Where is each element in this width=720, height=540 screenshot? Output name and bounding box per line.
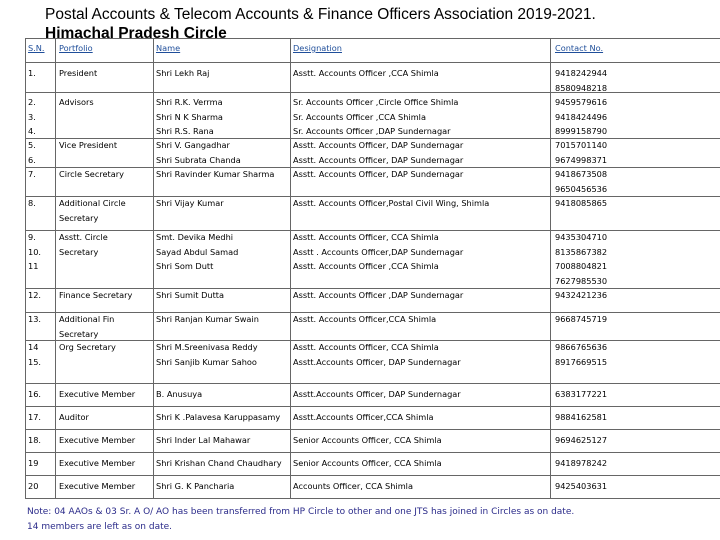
portfolio-text: Asstt. Circle — [59, 232, 108, 242]
sn-text: 18. — [28, 435, 42, 445]
cell-name — [156, 387, 202, 402]
name-text: Shri Ranjan Kumar Swain — [156, 314, 259, 324]
cell-name — [156, 479, 234, 494]
cell-designation — [293, 387, 461, 402]
sn-text: 7. — [28, 169, 36, 179]
cell-sn — [28, 387, 41, 402]
designation-text: Asstt.Accounts Officer,CCA Shimla — [293, 412, 434, 422]
sn-text: 17. — [28, 412, 42, 422]
portfolio-text: Org Secretary — [59, 342, 116, 352]
cell-portfolio — [59, 456, 135, 471]
designation-text: Asstt. Accounts Officer ,CCA Shimla — [293, 261, 439, 271]
name-text: Shri Krishan Chand Chaudhary — [156, 458, 282, 468]
cell-designation — [293, 95, 458, 139]
portfolio-text: Finance Secretary — [59, 290, 133, 300]
cell-name — [156, 340, 258, 369]
cell-portfolio — [59, 312, 114, 341]
sn-text: 12. — [28, 290, 42, 300]
name-text: Shri M.Sreenivasa Reddy — [156, 342, 258, 352]
name-text: Shri G. K Pancharia — [156, 481, 235, 491]
cell-designation — [293, 479, 413, 494]
designation-text: Asstt. Accounts Officer, DAP Sundernagar — [293, 140, 464, 150]
name-text: B. Anusuya — [156, 389, 203, 399]
footnote-line1: Note: 04 AAOs & 03 Sr. A O/ AO has been transferred from HP Circle to other and one JTS has joined in Circles as on date. — [27, 507, 575, 517]
cell-contact — [555, 288, 607, 303]
contact-text: 9884162581 — [555, 412, 608, 422]
designation-text: Asstt. Accounts Officer, CCA Shimla — [293, 342, 439, 352]
designation-text: Sr. Accounts Officer ,Circle Office Shimla — [293, 97, 459, 107]
portfolio-text: Additional Circle — [59, 198, 126, 208]
footnote-line2: 14 members are left as on date. — [27, 521, 173, 532]
designation-text: Asstt.Accounts Officer, DAP Sundernagar — [293, 389, 461, 399]
portfolio-text: Additional Fin — [59, 314, 115, 324]
header-name: Name — [156, 43, 181, 53]
portfolio-text: Advisors — [59, 97, 94, 107]
contact-text: 9418424496 — [555, 111, 608, 122]
row-divider — [25, 62, 720, 63]
portfolio-text: Circle Secretary — [59, 169, 124, 179]
row-divider — [25, 406, 720, 407]
contact-text: 9866765636 — [555, 342, 608, 352]
cell-name — [156, 288, 224, 303]
sn-text: 16. — [28, 389, 42, 399]
cell-contact — [555, 167, 607, 196]
name-text: Smt. Devika Medhi — [156, 232, 234, 242]
cell-name — [156, 433, 250, 448]
contact-text: 9674998371 — [555, 154, 608, 165]
sn-text: 20 — [28, 481, 39, 491]
sn-text: 19 — [28, 458, 39, 468]
cell-contact — [555, 456, 607, 471]
cell-name — [156, 312, 259, 327]
cell-contact — [555, 387, 607, 402]
contact-text: 7627985530 — [555, 275, 608, 286]
cell-sn — [28, 312, 41, 327]
sn-text: 8. — [28, 198, 36, 208]
row-divider — [25, 383, 720, 384]
cell-contact — [555, 410, 607, 425]
designation-text: Asstt. Accounts Officer ,CCA Shimla — [293, 68, 439, 78]
name-text: Shri Subrata Chanda — [156, 154, 241, 165]
sn-text: 6. — [28, 154, 36, 165]
designation-text: Senior Accounts Officer, CCA Shimla — [293, 435, 442, 445]
cell-name — [156, 95, 223, 139]
contact-text: 9418242944 — [555, 68, 608, 78]
cell-contact — [555, 340, 607, 369]
cell-portfolio — [59, 410, 89, 425]
portfolio-text: Auditor — [59, 412, 89, 422]
cell-contact — [555, 66, 607, 95]
cell-contact — [555, 433, 607, 448]
cell-sn — [28, 479, 38, 494]
portfolio-text: President — [59, 68, 98, 78]
cell-contact — [555, 479, 607, 494]
row-divider — [25, 475, 720, 476]
sn-text: 13. — [28, 314, 42, 324]
name-text: Shri V. Gangadhar — [156, 140, 230, 150]
column-divider — [153, 38, 154, 498]
cell-contact — [555, 95, 607, 139]
sn-text: 10. — [28, 246, 42, 257]
portfolio-text: Executive Member — [59, 458, 136, 468]
cell-sn — [28, 340, 41, 369]
cell-sn — [28, 456, 38, 471]
name-text: Shri Sumit Dutta — [156, 290, 225, 300]
cell-designation — [293, 433, 442, 448]
cell-designation — [293, 138, 463, 167]
header-portfolio: Portfolio — [59, 43, 93, 53]
page-title-line2: Himachal Pradesh Circle — [45, 25, 227, 42]
designation-text: Asstt.Accounts Officer, DAP Sundernagar — [293, 356, 461, 367]
contact-text: 9459579616 — [555, 97, 608, 107]
cell-portfolio — [59, 138, 117, 153]
cell-contact — [555, 196, 607, 211]
row-divider — [25, 452, 720, 453]
cell-sn — [28, 288, 41, 303]
cell-sn — [28, 433, 41, 448]
sn-text: 4. — [28, 126, 36, 136]
name-text: Shri K .Palavesa Karuppasamy — [156, 412, 281, 422]
name-text: Shri Som Dutt — [156, 261, 214, 271]
designation-text: Asstt. Accounts Officer,CCA Shimla — [293, 314, 437, 324]
portfolio-text: Executive Member — [59, 389, 136, 399]
cell-name — [156, 196, 224, 211]
cell-contact — [555, 138, 607, 167]
row-divider — [25, 92, 720, 93]
cell-sn — [28, 138, 36, 167]
contact-text: 9650456536 — [555, 183, 608, 194]
contact-text: 9432421236 — [555, 290, 608, 300]
cell-sn — [28, 196, 36, 211]
cell-portfolio — [59, 66, 97, 81]
sn-text: 14 — [28, 342, 39, 352]
portfolio-text: Executive Member — [59, 481, 136, 491]
designation-text: Asstt. Accounts Officer, CCA Shimla — [293, 232, 439, 242]
cell-designation — [293, 230, 463, 274]
cell-portfolio — [59, 288, 132, 303]
contact-text: 9435304710 — [555, 232, 608, 242]
designation-text: Asstt. Accounts Officer, DAP Sundernagar — [293, 169, 464, 179]
header-contact: Contact No. — [555, 43, 604, 53]
name-text: Shri R.K. Verrma — [156, 97, 223, 107]
cell-designation — [293, 196, 489, 211]
designation-text: Asstt . Accounts Officer,DAP Sundernagar — [293, 246, 464, 257]
cell-portfolio — [59, 95, 94, 110]
name-text: Shri N K Sharma — [156, 111, 223, 122]
cell-name — [156, 167, 274, 182]
row-divider — [25, 498, 720, 499]
column-divider — [55, 38, 56, 498]
row-divider — [25, 429, 720, 430]
name-text: Shri Lekh Raj — [156, 68, 210, 78]
portfolio-text: Secretary — [59, 328, 99, 339]
contact-text: 7015701140 — [555, 140, 608, 150]
cell-designation — [293, 167, 463, 182]
contact-text: 8580948218 — [555, 82, 608, 93]
designation-text: Accounts Officer, CCA Shimla — [293, 481, 413, 491]
cell-designation — [293, 340, 461, 369]
designation-text: Sr. Accounts Officer ,CCA Shimla — [293, 111, 426, 122]
portfolio-text: Vice President — [59, 140, 118, 150]
portfolio-text: Executive Member — [59, 435, 136, 445]
contact-text: 9694625127 — [555, 435, 608, 445]
sn-text: 9. — [28, 232, 36, 242]
cell-portfolio — [59, 387, 135, 402]
sn-text: 1. — [28, 68, 36, 78]
cell-contact — [555, 312, 607, 327]
name-text: Shri Vijay Kumar — [156, 198, 224, 208]
cell-portfolio — [59, 340, 116, 355]
contact-text: 8917669515 — [555, 356, 608, 367]
name-text: Sayad Abdul Samad — [156, 246, 239, 257]
cell-portfolio — [59, 433, 135, 448]
cell-name — [156, 410, 280, 425]
cell-sn — [28, 167, 36, 182]
name-text: Shri R.S. Rana — [156, 126, 214, 136]
cell-name — [156, 230, 238, 274]
cell-portfolio — [59, 167, 124, 182]
contact-text: 9668745719 — [555, 314, 608, 324]
header-sn: S.N. — [28, 43, 45, 53]
sn-text: 2. — [28, 97, 36, 107]
cell-contact — [555, 230, 607, 288]
sn-text: 15. — [28, 356, 42, 367]
cell-designation — [293, 312, 436, 327]
name-text: Shri Sanjib Kumar Sahoo — [156, 356, 257, 367]
page-title-line1: Postal Accounts & Telecom Accounts & Finance Officers Association 2019-2021. — [45, 6, 596, 23]
contact-text: 9418978242 — [555, 458, 608, 468]
sn-text: 3. — [28, 111, 36, 122]
cell-designation — [293, 410, 434, 425]
cell-portfolio — [59, 479, 135, 494]
designation-text: Sr. Accounts Officer ,DAP Sundernagar — [293, 126, 451, 136]
designation-text: Senior Accounts Officer, CCA Shimla — [293, 458, 442, 468]
column-divider — [290, 38, 291, 498]
contact-text: 7008804821 — [555, 261, 608, 271]
cell-name — [156, 66, 209, 81]
name-text: Shri Ravinder Kumar Sharma — [156, 169, 275, 179]
contact-text: 6383177221 — [555, 389, 608, 399]
designation-text: Asstt. Accounts Officer, DAP Sundernagar — [293, 154, 464, 165]
cell-designation — [293, 456, 442, 471]
header-designation: Designation — [293, 43, 342, 53]
row-divider — [25, 38, 720, 39]
cell-designation — [293, 66, 439, 81]
sn-text: 11 — [28, 261, 39, 271]
contact-text: 8999158790 — [555, 126, 608, 136]
cell-name — [156, 456, 282, 471]
cell-sn — [28, 66, 36, 81]
cell-portfolio — [59, 230, 108, 259]
cell-sn — [28, 410, 41, 425]
footnote — [27, 505, 574, 534]
portfolio-text: Secretary — [59, 212, 99, 223]
portfolio-text: Secretary — [59, 246, 99, 257]
column-divider — [550, 38, 551, 498]
designation-text: Asstt. Accounts Officer ,DAP Sundernagar — [293, 290, 464, 300]
contact-text: 9418085865 — [555, 198, 608, 208]
contact-text: 9425403631 — [555, 481, 608, 491]
contact-text: 8135867382 — [555, 246, 608, 257]
designation-text: Asstt. Accounts Officer,Postal Civil Wing, Shimla — [293, 198, 490, 208]
cell-designation — [293, 288, 463, 303]
cell-sn — [28, 230, 41, 274]
column-divider — [25, 38, 26, 498]
cell-portfolio — [59, 196, 126, 225]
contact-text: 9418673508 — [555, 169, 608, 179]
cell-sn — [28, 95, 36, 139]
name-text: Shri Inder Lal Mahawar — [156, 435, 251, 445]
sn-text: 5. — [28, 140, 36, 150]
cell-name — [156, 138, 241, 167]
